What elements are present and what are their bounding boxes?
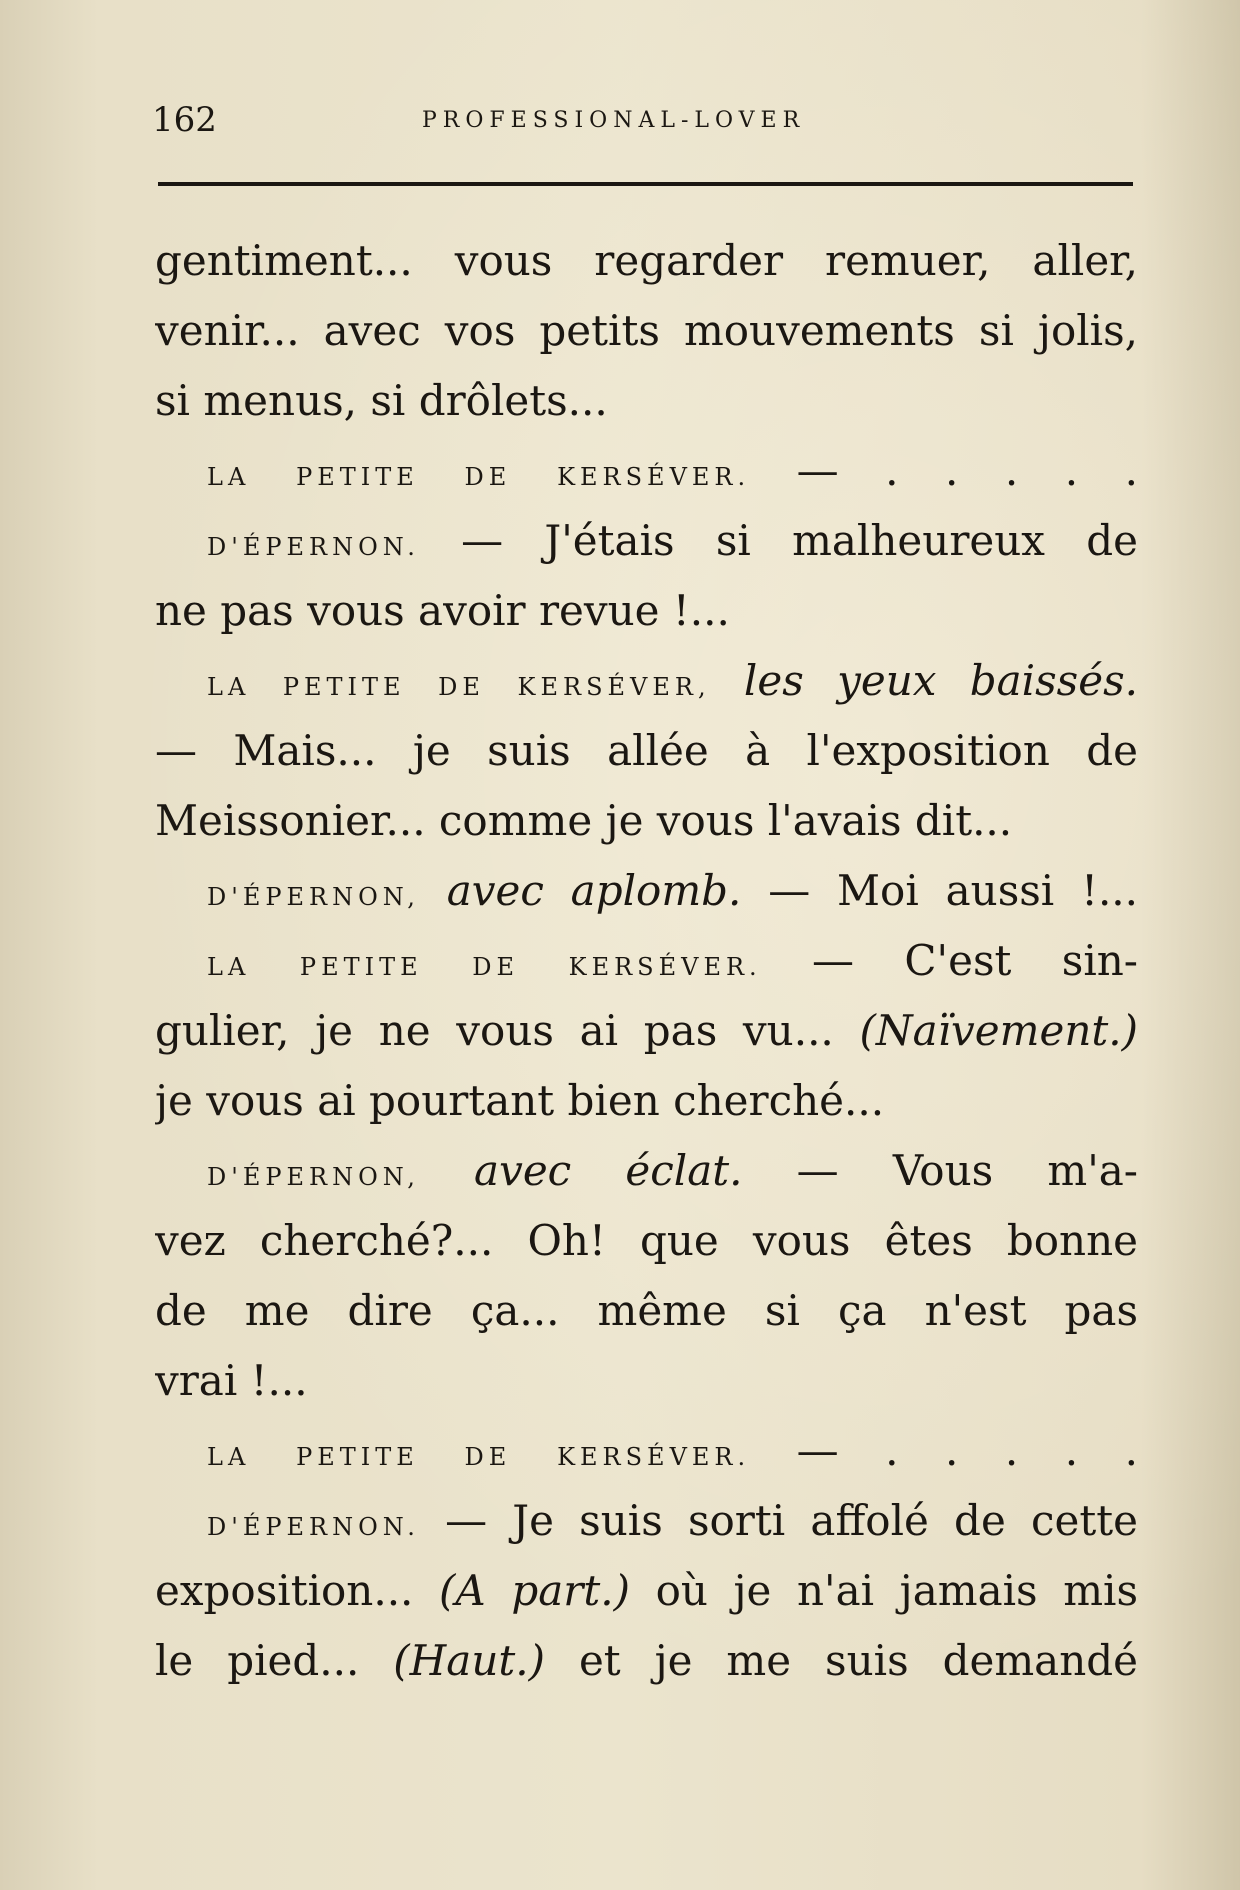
line-text: vez cherché?... Oh! que vous êtes bonne	[155, 1216, 1138, 1265]
stage-direction: avec éclat.	[419, 1146, 743, 1195]
text-line	[155, 1346, 1138, 1416]
speech-line	[155, 646, 1138, 716]
text-line	[155, 1206, 1138, 1276]
line-text: le pied...	[155, 1636, 394, 1685]
line-text: — Vous m'a-	[742, 1146, 1138, 1195]
speech-line	[155, 1136, 1138, 1206]
text-line	[155, 1066, 1138, 1136]
speech-line	[155, 856, 1138, 926]
line-text: gulier, je ne vous ai pas vu...	[155, 1006, 860, 1055]
text-line	[155, 296, 1138, 366]
line-text: — . . . . .	[750, 1426, 1138, 1475]
line-text: si menus, si drôlets...	[155, 376, 608, 425]
speech-line	[155, 1486, 1138, 1556]
line-text: je vous ai pourtant bien cherché...	[155, 1076, 885, 1125]
speaker-name: D'ÉPERNON.	[207, 533, 420, 561]
line-text: gentiment... vous regarder remuer, aller,	[155, 236, 1138, 285]
text-line	[155, 576, 1138, 646]
line-text: — Mais... je suis allée à l'exposition de	[155, 726, 1138, 775]
line-text: de me dire ça... même si ça n'est pas	[155, 1286, 1138, 1335]
stage-direction: (A part.)	[439, 1566, 630, 1615]
line-text: — Je suis sorti affolé de cette	[419, 1496, 1138, 1545]
running-title: PROFESSIONAL-LOVER	[422, 108, 806, 133]
line-text: — J'étais si malheureux de	[419, 516, 1138, 565]
speaker-name: D'ÉPERNON,	[207, 883, 420, 911]
page-body	[155, 226, 1138, 1696]
line-text: Meissonier... comme je vous l'avais dit...	[155, 796, 1013, 845]
page-number: 162	[152, 100, 217, 140]
page-header	[152, 100, 1136, 150]
line-text: — C'est sin-	[761, 936, 1138, 985]
speaker-name: LA PETITE DE KERSÉVER.	[207, 463, 751, 491]
speaker-name: D'ÉPERNON.	[207, 1513, 420, 1541]
text-line	[155, 996, 1138, 1066]
header-rule	[158, 182, 1133, 186]
speaker-name: LA PETITE DE KERSÉVER.	[207, 1443, 751, 1471]
line-text: exposition...	[155, 1566, 440, 1615]
line-text: — Moi aussi !...	[741, 866, 1138, 915]
stage-direction: (Haut.)	[393, 1636, 545, 1685]
speech-line	[155, 436, 1138, 506]
stage-direction: avec aplomb.	[419, 866, 742, 915]
line-text: vrai !...	[155, 1356, 308, 1405]
text-line	[155, 1276, 1138, 1346]
text-line	[155, 366, 1138, 436]
text-line	[155, 226, 1138, 296]
text-line	[155, 716, 1138, 786]
line-text: ne pas vous avoir revue !...	[155, 586, 730, 635]
speech-line	[155, 1416, 1138, 1486]
speaker-name: LA PETITE DE KERSÉVER.	[207, 953, 762, 981]
stage-direction: (Naïvement.)	[859, 1006, 1138, 1055]
text-line	[155, 1626, 1138, 1696]
stage-direction: les yeux baissés.	[710, 656, 1138, 705]
speech-line	[155, 506, 1138, 576]
speech-line	[155, 926, 1138, 996]
text-line	[155, 786, 1138, 856]
line-text: venir... avec vos petits mouvements si jolis,	[155, 306, 1138, 355]
text-line	[155, 1556, 1138, 1626]
line-text: où je n'ai jamais mis	[629, 1566, 1138, 1615]
speaker-name: D'ÉPERNON,	[207, 1163, 420, 1191]
speaker-name: LA PETITE DE KERSÉVER,	[207, 673, 711, 701]
line-text: — . . . . .	[750, 446, 1138, 495]
line-text: et je me suis demandé	[545, 1636, 1138, 1685]
